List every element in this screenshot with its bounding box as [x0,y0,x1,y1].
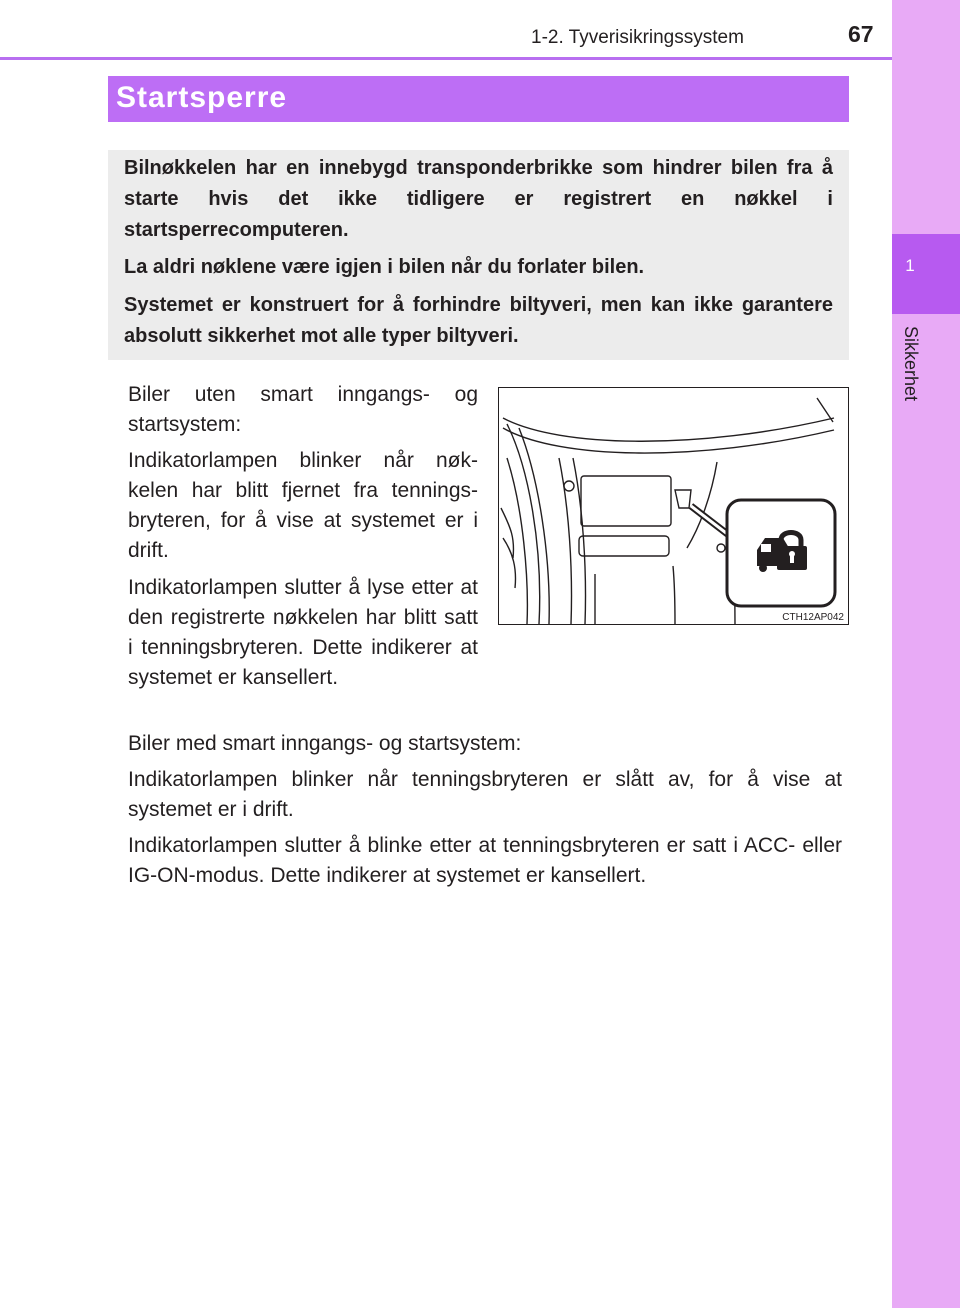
body-paragraph: Indikatorlampen blinker når nøk-kelen har blitt fjernet fra tennings-bryteren, for å vise at systemet er i drift. [128,449,478,562]
dashboard-illustration [498,387,849,625]
body-paragraph: Indikatorlampen slutter å lyse etter at den registrerte nøkkelen har blitt satt i tenningsbryteren. Dette indikerer at systemet er kansellert. [128,576,478,689]
body-heading: Biler med smart inngangs- og startsystem: [128,732,522,755]
page-title: Startsperre [116,81,288,114]
intro-paragraph: Systemet er konstruert for å forhindre biltyveri, men kan ikke garantere absolutt sikkerhet mot alle typer biltyveri. [124,294,833,347]
header-divider [0,57,892,60]
body-paragraph: Indikatorlampen blinker når tenningsbryteren er slått av, for å vise at systemet er i drift. [128,768,842,821]
chapter-sidebar [892,0,960,1308]
intro-paragraph: Bilnøkkelen har en innebygd transponderbrikke som hindrer bilen fra å starte hvis det ikke tidligere er registrert en nøkkel i startsperrecomputeren. [124,157,833,241]
chapter-label: Sikkerhet [901,326,921,402]
body-paragraph: Indikatorlampen slutter å blinke etter at tenningsbryteren er satt i ACC- eller IG-ON-modus. Dette indikerer at systemet er kansellert. [128,834,842,887]
figure-code: CTH12AP042 [782,612,844,623]
dashboard-drawing [499,388,848,624]
body-heading: Biler uten smart inngangs- og startsystem: [128,383,478,436]
section-title: 1-2. Tyverisikringssystem [531,27,744,48]
page-number: 67 [848,21,874,47]
intro-paragraph: La aldri nøklene være igjen i bilen når du forlater bilen. [124,256,645,278]
chapter-number: 1 [905,256,915,275]
